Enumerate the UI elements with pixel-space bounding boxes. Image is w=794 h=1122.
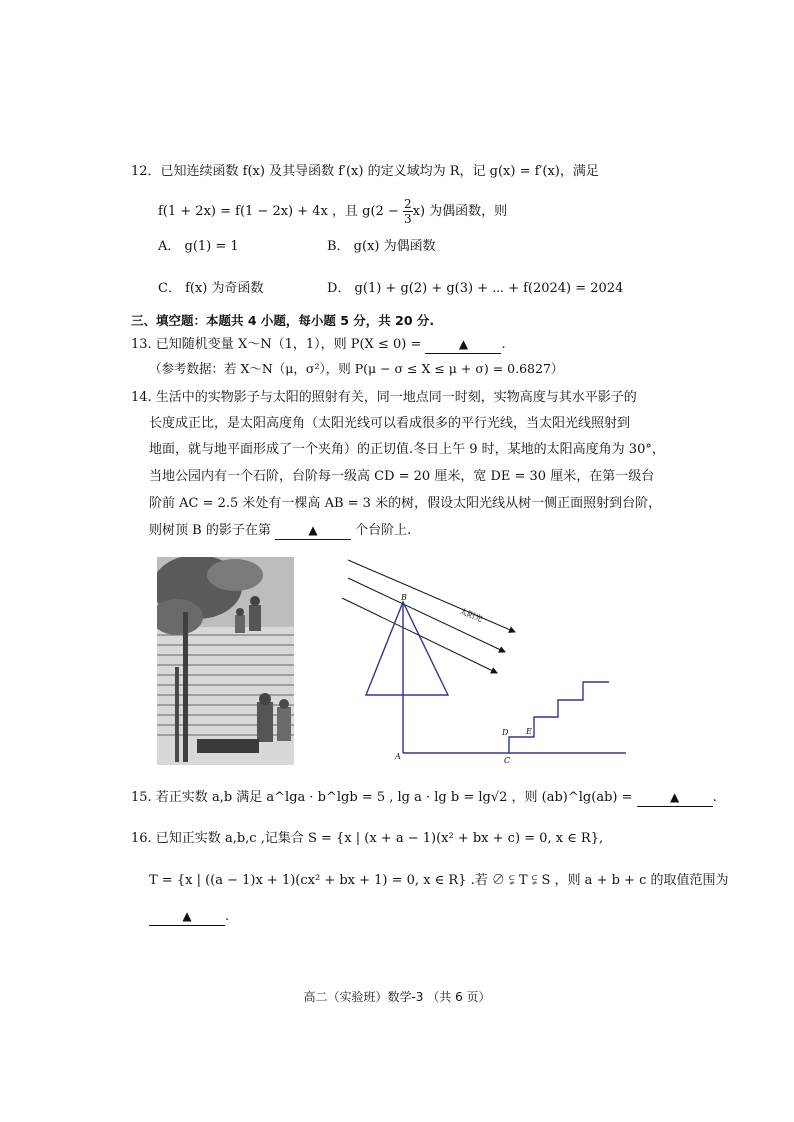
q14-stem-line6-b: 个台阶上. — [355, 523, 412, 538]
q14-stem-line3: 地面，就与地平面形成了一个夹角）的正切值.冬日上午 9 时，某地的太阳高度角为 30°， — [149, 442, 665, 457]
q15-stem — [131, 788, 717, 808]
label-e: E — [526, 727, 532, 736]
label-b: B — [401, 593, 407, 602]
q16-answer-triangle-icon: ▲ — [182, 909, 192, 923]
q15-answer-blank[interactable] — [637, 789, 713, 807]
q14-stem-line6 — [149, 521, 411, 541]
q12-option-a: A． g(1) = 1 — [158, 239, 239, 254]
q14-stairs-photo — [157, 557, 294, 765]
q15-period: . — [712, 790, 717, 805]
q14-answer-blank[interactable] — [275, 522, 351, 540]
q12-option-b: B． g(x) 为偶函数 — [327, 239, 436, 254]
q12-stem-line2 — [158, 197, 507, 226]
q12-stem-line1: 12．已知连续函数 f(x) 及其导函数 f′(x) 的定义域均为 R，记 g(x) = f′(x)，满足 — [131, 164, 599, 179]
q16-answer-blank[interactable] — [149, 908, 225, 926]
q13-stem-text: 13. 已知随机变量 X～N（1，1），则 P(X ≤ 0) = — [131, 337, 422, 352]
q14-stem-line6-a: 则树顶 B 的影子在第 — [149, 523, 271, 538]
q14-stairs-photo-art — [157, 557, 294, 765]
q14-stem-line4: 当地公园内有一个石阶，台阶每一级高 CD = 20 厘米，宽 DE = 30 厘米，在第一级台 — [149, 469, 655, 484]
q14-diagram — [335, 555, 635, 774]
q14-answer-triangle-icon: ▲ — [308, 523, 318, 537]
q14-stem-line5: 阶前 AC = 2.5 米处有一棵高 AB = 3 米的树，假设太阳光线从树一侧正面照射到台阶， — [149, 496, 662, 511]
q13-period: . — [501, 337, 506, 352]
q14-stem-line1: 14. 生活中的实物影子与太阳的照射有关，同一地点同一时刻，实物高度与其水平影子的 — [131, 390, 637, 405]
q12-fraction-numerator: 2 — [403, 197, 412, 211]
q12-option-d: D． g(1) + g(2) + g(3) + ⋯ + f(2024) = 2024 — [327, 281, 624, 296]
q14-diagram-svg — [335, 555, 635, 770]
q14-stem-line2: 长度成正比，是太阳高度角（太阳光线可以看成很多的平行光线，当太阳光线照射到 — [149, 416, 631, 431]
q12-stem-line2-b: x) 为偶函数，则 — [412, 204, 508, 219]
q16-stem-line2: T = {x | ((a − 1)x + 1)(cx² + bx + 1) = 0, x ∈ R} .若 ∅ ⫋ T ⫋ S ，则 a + b + c 的取值范围为 — [149, 873, 729, 888]
q12-fraction — [403, 197, 413, 226]
q15-stem-text: 15. 若正实数 a,b 满足 a^lga · b^lgb = 5 , lg a · lg b = lg√2 ，则 (ab)^lg(ab) = — [131, 790, 633, 805]
label-c: C — [504, 756, 511, 765]
q12-option-c: C． f(x) 为奇函数 — [158, 281, 264, 296]
label-a: A — [395, 752, 401, 761]
q13-reference-note: （参考数据：若 X～N（μ，σ²），则 P(μ − σ ≤ X ≤ μ + σ) = 0.6827） — [149, 361, 564, 376]
sunlight-label: 太阳光 — [458, 606, 484, 624]
page-footer: 高二（实验班）数学-3 （共 6 页） — [303, 990, 491, 1004]
label-d: D — [502, 728, 509, 737]
q13-stem — [131, 335, 506, 355]
q12-stem-line2-a: f(1 + 2x) = f(1 − 2x) + 4x ，且 g(2 − — [158, 204, 403, 219]
q15-answer-triangle-icon: ▲ — [670, 790, 680, 804]
q13-answer-triangle-icon: ▲ — [458, 337, 469, 351]
steps-outline — [509, 682, 609, 753]
q12-fraction-denominator: 3 — [403, 212, 412, 226]
q16-answer-line — [149, 907, 229, 927]
q16-period: . — [225, 909, 230, 924]
section-3-heading: 三、填空题：本题共 4 小题，每小题 5 分，共 20 分. — [131, 313, 435, 328]
q13-answer-blank[interactable] — [425, 336, 501, 354]
q16-stem-line1: 16. 已知正实数 a,b,c ,记集合 S = {x | (x + a − 1)(x² + bx + c) = 0, x ∈ R}, — [131, 831, 604, 846]
